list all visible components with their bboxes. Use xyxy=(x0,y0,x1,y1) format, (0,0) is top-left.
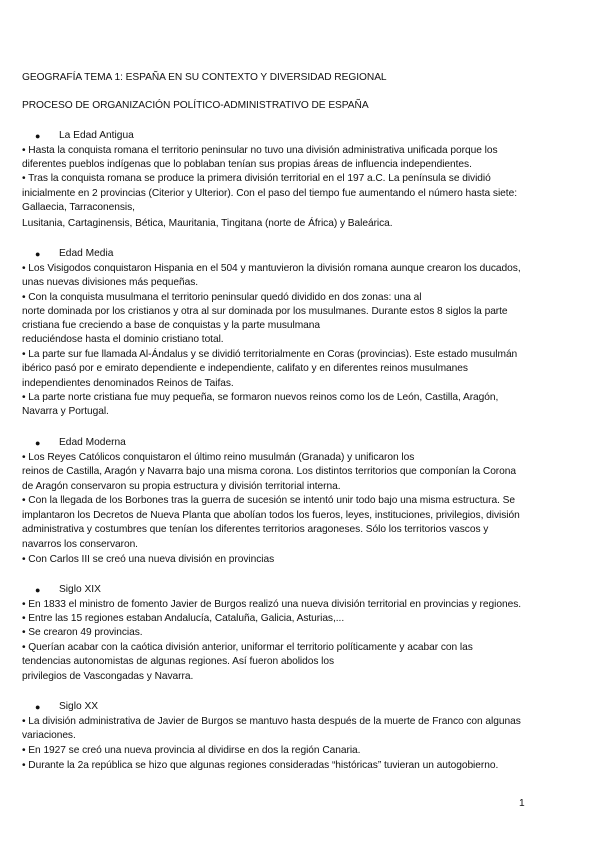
paragraph-line: tendencias autonomistas de algunas regiones. Así fueron abolidos los xyxy=(22,656,335,667)
paragraph-line: Navarra y Portugal. xyxy=(22,406,109,417)
paragraph-line: norte dominada por los cristianos y otra al sur dominada por los musulmanes. Durante estos 8 siglos la parte xyxy=(22,306,508,317)
paragraph-line: variaciones. xyxy=(22,730,76,741)
paragraph-line: • Con la llegada de los Borbones tras la guerra de sucesión se intentó unir todo bajo una misma estructura. Se xyxy=(22,495,516,506)
paragraph-line: • Con la conquista musulmana el territorio peninsular quedó dividido en dos zonas: una al xyxy=(22,292,422,303)
bullet-icon: ● xyxy=(35,249,41,259)
paragraph-line: privilegios de Vascongadas y Navarra. xyxy=(22,671,194,682)
paragraph-line: • Hasta la conquista romana el territorio peninsular no tuvo una división administrativa unificada porque los xyxy=(22,145,498,156)
paragraph-line: • Tras la conquista romana se produce la primera división territorial en el 197 a.C. La península se dividió xyxy=(22,173,491,184)
paragraph-line: • Los Visigodos conquistaron Hispania en el 504 y mantuvieron la división romana aunque crearon los ducados, xyxy=(22,263,521,274)
paragraph-line: • Se crearon 49 provincias. xyxy=(22,627,143,638)
paragraph-line: Lusitania, Cartaginensis, Bética, Mauritania, Tingitana (norte de África) y Baleárica. xyxy=(22,218,393,229)
paragraph-line: • La parte sur fue llamada Al-Ándalus y se dividió territorialmente en Coras (provincias). Este estado musulmán xyxy=(22,349,518,360)
section-heading-label: La Edad Antigua xyxy=(59,130,134,141)
paragraph-line: implantaron los Decretos de Nueva Planta que abolían todos los fueros, leyes, instituciones, privilegios, división xyxy=(22,510,520,521)
paragraph-line: inicialmente en 2 provincias (Citerior y Ulterior). Con el paso del tiempo fue aumentando el número hasta siete: xyxy=(22,188,517,199)
paragraph-line: Gallaecia, Tarraconensis, xyxy=(22,202,135,213)
paragraph-line: • La división administrativa de Javier de Burgos se mantuvo hasta después de la muerte de Franco con algunas xyxy=(22,716,521,727)
bullet-icon: ● xyxy=(35,131,41,141)
bullet-icon: ● xyxy=(35,438,41,448)
paragraph-line: • Querían acabar con la caótica división anterior, uniformar el territorio políticamente y acabar con las xyxy=(22,642,473,653)
section-heading-label: Siglo XIX xyxy=(59,584,101,595)
paragraph-line: navarros los conservaron. xyxy=(22,539,138,550)
bullet-icon: ● xyxy=(35,702,41,712)
paragraph-line: • En 1927 se creó una nueva provincia al dividirse en dos la región Canaria. xyxy=(22,745,361,756)
paragraph-line: • Entre las 15 regiones estaban Andalucía, Cataluña, Galicia, Asturias,... xyxy=(22,613,345,624)
section-heading-label: Edad Moderna xyxy=(59,437,126,448)
paragraph-line: de Aragón conservaron su propia estructura y división territorial interna. xyxy=(22,481,341,492)
paragraph-line: independientes denominados Reinos de Taifas. xyxy=(22,378,234,389)
paragraph-line: reinos de Castilla, Aragón y Navarra bajo una misma corona. Los distintos territorios que componían la Corona xyxy=(22,466,516,477)
paragraph-line: ibérico pasó por e emirato dependiente e independiente, califato y en diferentes reinos musulmanes xyxy=(22,363,468,374)
page-number: 1 xyxy=(519,798,525,809)
paragraph-line: • Con Carlos III se creó una nueva división en provincias xyxy=(22,554,275,565)
bullet-icon: ● xyxy=(35,585,41,595)
page-subtitle: PROCESO DE ORGANIZACIÓN POLÍTICO-ADMINISTRATIVO DE ESPAÑA xyxy=(22,100,369,111)
page-title: GEOGRAFÍA TEMA 1: ESPAÑA EN SU CONTEXTO Y DIVERSIDAD REGIONAL xyxy=(22,72,387,83)
paragraph-line: administrativa y costumbres que tenían los diferentes territorios aragoneses. Sólo los territorios vascos y xyxy=(22,524,489,535)
section-heading-label: Siglo XX xyxy=(59,701,99,712)
paragraph-line: • En 1833 el ministro de fomento Javier de Burgos realizó una nueva división territorial en provincias y regiones. xyxy=(22,599,522,610)
paragraph-line: • Durante la 2a república se hizo que algunas regiones consideradas “históricas” tuvieran un autogobierno. xyxy=(22,760,499,771)
paragraph-line: unas nuevas divisiones más pequeñas. xyxy=(22,277,199,288)
paragraph-line: • La parte norte cristiana fue muy pequeña, se formaron nuevos reinos como los de León, Castilla, Aragón, xyxy=(22,392,499,403)
section-heading-label: Edad Media xyxy=(59,248,114,259)
paragraph-line: cristiana fue creciendo a base de conquistas y la parte musulmana xyxy=(22,320,321,331)
paragraph-line: reduciéndose hasta el dominio cristiano total. xyxy=(22,334,224,345)
paragraph-line: • Los Reyes Católicos conquistaron el último reino musulmán (Granada) y unificaron los xyxy=(22,452,415,463)
paragraph-line: diferentes pueblos indígenas que lo poblaban tenían sus propias áreas de influencia independientes. xyxy=(22,159,472,170)
